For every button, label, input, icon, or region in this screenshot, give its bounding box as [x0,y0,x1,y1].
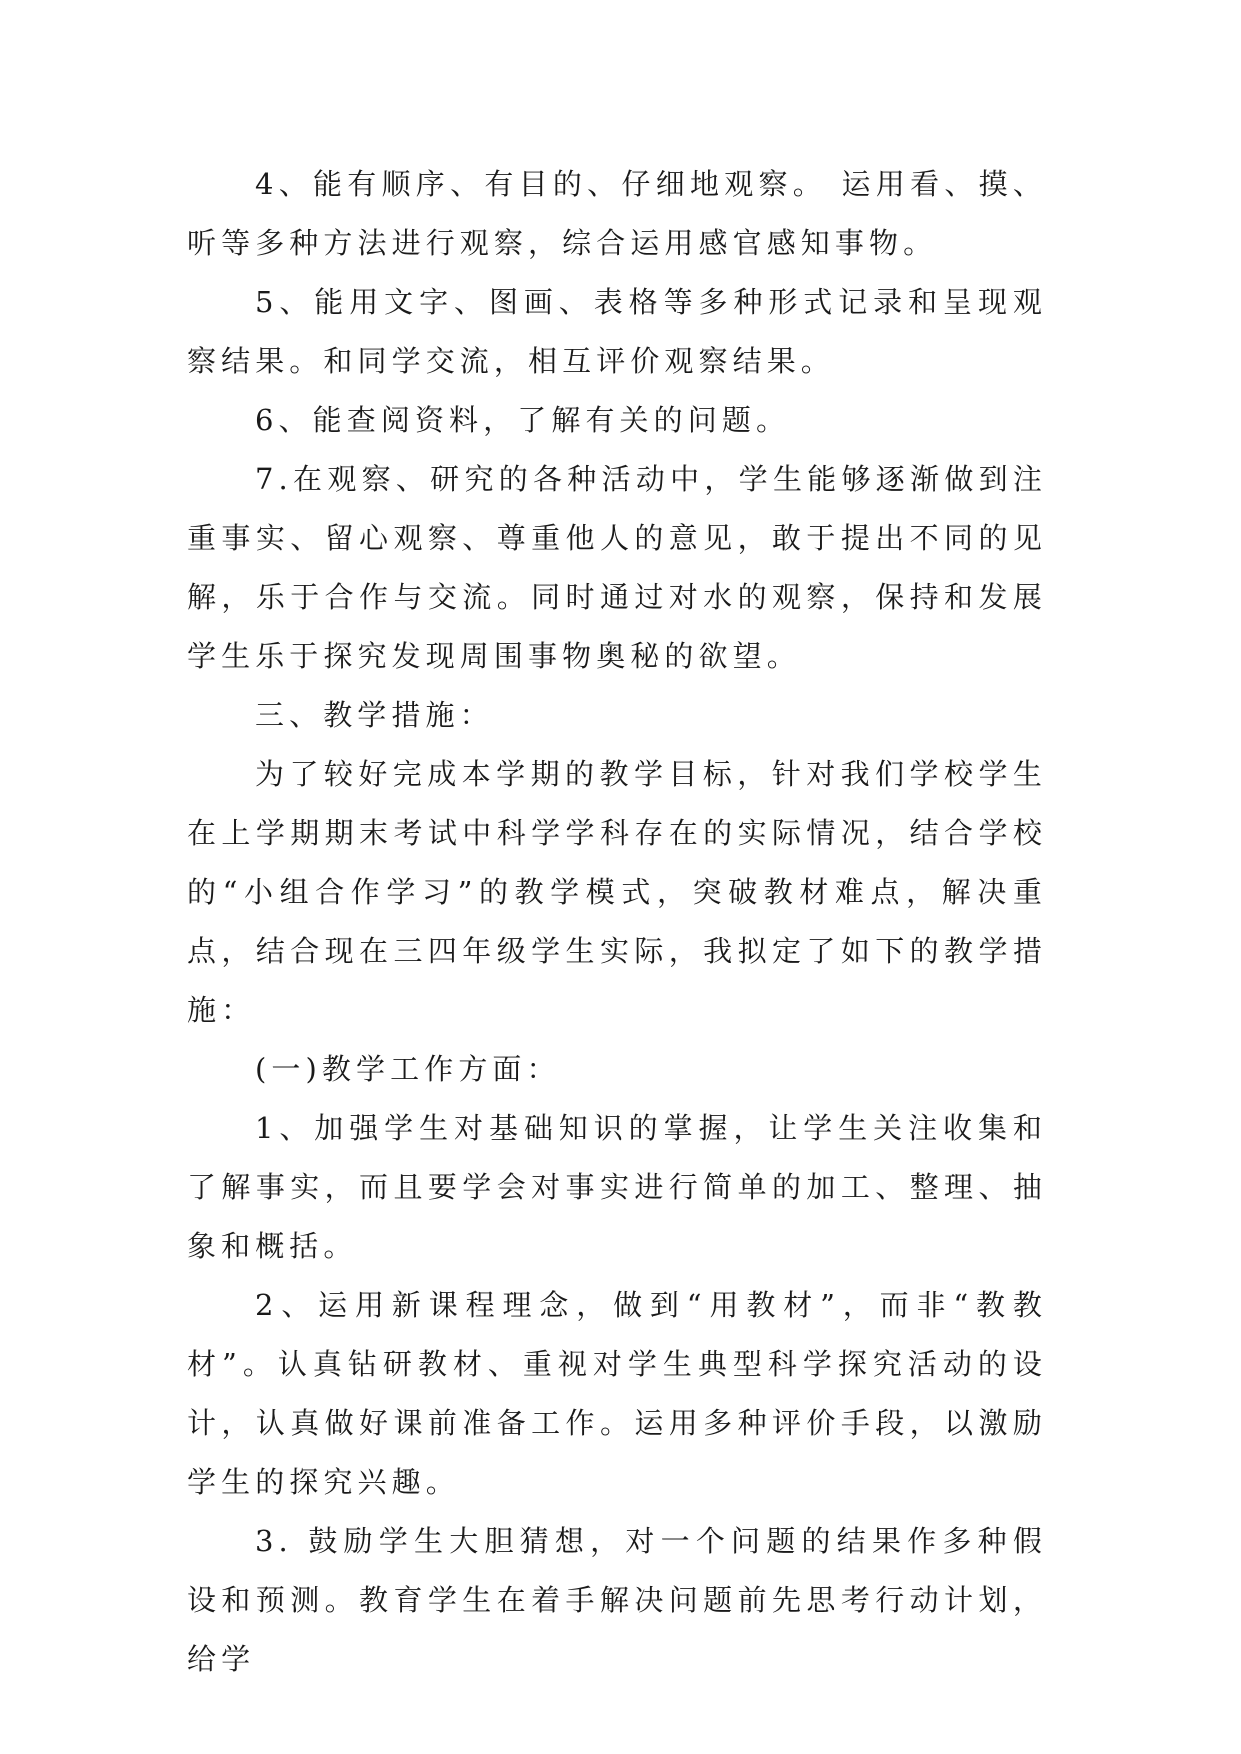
subheading-teaching-work: (一)教学工作方面： [255,1052,561,1086]
paragraph-basic-knowledge: 1、加强学生对基础知识的掌握，让学生关注收集和了解事实，而且要学会对事实进行简单的加工、整理、抽象和概括。 [187,1111,1047,1263]
paragraph-measures-intro: 为了较好完成本学期的教学目标，针对我们学校学生在上学期期末考试中科学学科存在的实际情况，结合学校的“小组合作学习”的教学模式，突破教材难点，解决重点，结合现在三四年级学生实际，我拟定了如下的教学措施： [187,757,1047,1027]
paragraph-hypothesis: 3. 鼓励学生大胆猜想，对一个问题的结果作多种假设和预测。教育学生在着手解决问题前先思考行动计划，给学 [187,1524,1047,1676]
document-body [187,155,1047,1689]
paragraph-recording-results: 5、能用文字、图画、表格等多种形式记录和呈现观察结果。和同学交流，相互评价观察结果。 [187,285,1047,378]
paragraph-research-materials: 6、能查阅资料，了解有关的问题。 [255,403,791,437]
paragraph-new-curriculum: 2、运用新课程理念，做到“用教材”，而非“教教材”。认真钻研教材、重视对学生典型科学探究活动的设计，认真做好课前准备工作。运用多种评价手段，以激励学生的探究兴趣。 [187,1288,1047,1499]
paragraph-attitude-goals: 7.在观察、研究的各种活动中，学生能够逐渐做到注重事实、留心观察、尊重他人的意见，敢于提出不同的见解，乐于合作与交流。同时通过对水的观察，保持和发展学生乐于探究发现周围事物奥秘的欲望。 [187,462,1047,673]
section-heading-teaching-measures: 三、教学措施： [255,698,494,732]
paragraph-observation-methods: 4、能有顺序、有目的、仔细地观察。 运用看、摸、听等多种方法进行观察，综合运用感官感知事物。 [187,167,1047,260]
